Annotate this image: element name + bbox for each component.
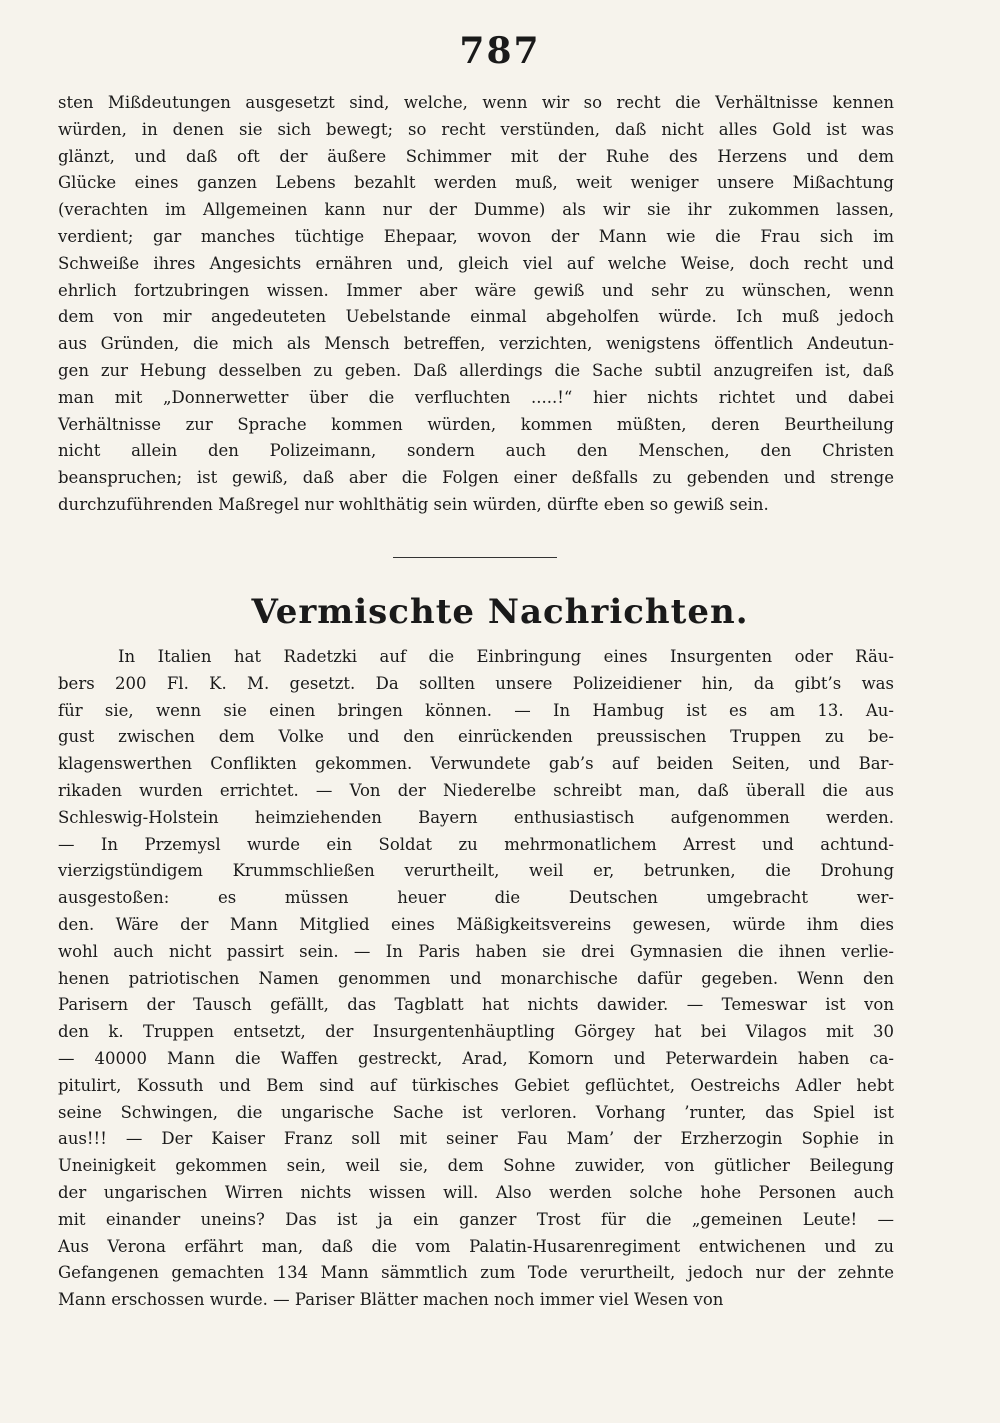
- text-line: vierzigstündigem Krummschließen verurtheilt, weil er, betrunken, die Drohung: [58, 861, 894, 881]
- text-line: gen zur Hebung desselben zu geben. Daß allerdings die Sache subtil anzugreifen ist, daß: [58, 360, 894, 380]
- text-line: aus!!! — Der Kaiser Franz soll mit seiner Fau Mam’ der Erzherzogin Sophie in: [58, 1129, 894, 1149]
- text-line: Parisern der Tausch gefällt, das Tagblatt hat nichts dawider. — Temeswar ist von: [58, 995, 894, 1015]
- section-divider: [393, 557, 557, 558]
- text-line: Gefangenen gemachten 134 Mann sämmtlich zum Tode verurtheilt, jedoch nur der zehnte: [58, 1263, 894, 1283]
- text-line: beanspruchen; ist gewiß, daß aber die Folgen einer deßfalls zu gebenden und strenge: [58, 468, 894, 488]
- text-line: rikaden wurden errichtet. — Von der Niederelbe schreibt man, daß überall die aus: [58, 780, 894, 800]
- section-heading: Vermischte Nachrichten.: [251, 592, 749, 632]
- text-line: sten Mißdeutungen ausgesetzt sind, welche, wenn wir so recht die Verhältnisse kennen: [58, 93, 894, 112]
- text-line: In Italien hat Radetzki auf die Einbringung eines Insurgenten oder Räu-: [118, 647, 894, 666]
- text-line: bers 200 Fl. K. M. gesetzt. Da sollten unsere Polizeidiener hin, da gibt’s was: [58, 673, 894, 693]
- text-line: mit einander uneins? Das ist ja ein ganzer Trost für die „gemeinen Leute! —: [58, 1209, 894, 1229]
- text-line: wohl auch nicht passirt sein. — In Paris haben sie drei Gymnasien die ihnen verlie-: [58, 941, 894, 961]
- text-line: Uneinigkeit gekommen sein, weil sie, dem Sohne zuwider, von gütlicher Beilegung: [58, 1156, 894, 1176]
- article-continuation: [58, 90, 894, 519]
- text-line: der ungarischen Wirren nichts wissen will. Also werden solche hohe Personen auch: [58, 1182, 894, 1202]
- page-number: 787: [459, 30, 541, 72]
- text-line: Mann erschossen wurde. — Pariser Blätter machen noch immer viel Wesen von: [58, 1290, 724, 1310]
- text-line: glänzt, und daß oft der äußere Schimmer mit der Ruhe des Herzens und dem: [58, 146, 894, 166]
- news-section: [58, 644, 894, 1314]
- text-line: — In Przemysl wurde ein Soldat zu mehrmonatlichem Arrest und achtund-: [58, 834, 894, 854]
- text-line: für sie, wenn sie einen bringen können. — In Hambug ist es am 13. Au-: [58, 700, 894, 720]
- text-line: gust zwischen dem Volke und den einrückenden preussischen Truppen zu be-: [58, 727, 894, 747]
- text-line: aus Gründen, die mich als Mensch betreffen, verzichten, wenigstens öffentlich Andeutun-: [58, 334, 894, 354]
- text-line: nicht allein den Polizeimann, sondern auch den Menschen, den Christen: [58, 441, 894, 461]
- text-line: durchzuführenden Maßregel nur wohlthätig sein würden, dürfte eben so gewiß sein.: [58, 494, 769, 514]
- text-line: pitulirt, Kossuth und Bem sind auf türkisches Gebiet geflüchtet, Oestreichs Adler hebt: [58, 1075, 894, 1095]
- text-line: man mit „Donnerwetter über die verfluchten .....!“ hier nichts richtet und dabei: [58, 387, 894, 407]
- text-line: seine Schwingen, die ungarische Sache ist verloren. Vorhang ’runter, das Spiel ist: [58, 1102, 894, 1122]
- text-line: ehrlich fortzubringen wissen. Immer aber wäre gewiß und sehr zu wünschen, wenn: [58, 280, 894, 300]
- text-line: Aus Verona erfährt man, daß die vom Palatin-Husarenregiment entwichenen und zu: [58, 1236, 894, 1256]
- text-line: den k. Truppen entsetzt, der Insurgentenhäuptling Görgey hat bei Vilagos mit 30: [58, 1022, 894, 1042]
- text-line: Schweiße ihres Angesichts ernähren und, gleich viel auf welche Weise, doch recht und: [58, 253, 894, 273]
- text-line: dem von mir angedeuteten Uebelstande einmal abgeholfen würde. Ich muß jedoch: [58, 307, 894, 327]
- text-line: (verachten im Allgemeinen kann nur der Dumme) als wir sie ihr zukommen lassen,: [58, 200, 894, 220]
- text-line: den. Wäre der Mann Mitglied eines Mäßigkeitsvereins gewesen, würde ihm dies: [58, 914, 894, 934]
- text-line: ausgestoßen: es müssen heuer die Deutschen umgebracht wer-: [58, 888, 894, 908]
- text-line: verdient; gar manches tüchtige Ehepaar, wovon der Mann wie die Frau sich im: [58, 226, 894, 246]
- text-line: — 40000 Mann die Waffen gestreckt, Arad, Komorn und Peterwardein haben ca-: [58, 1048, 894, 1068]
- text-line: henen patriotischen Namen genommen und monarchische dafür gegeben. Wenn den: [58, 968, 894, 988]
- text-line: Verhältnisse zur Sprache kommen würden, kommen müßten, deren Beurtheilung: [58, 414, 894, 434]
- text-line: klagenswerthen Conflikten gekommen. Verwundete gab’s auf beiden Seiten, und Bar-: [58, 754, 894, 774]
- text-line: Glücke eines ganzen Lebens bezahlt werden muß, weit weniger unsere Mißachtung: [58, 173, 894, 193]
- text-line: Schleswig-Holstein heimziehenden Bayern enthusiastisch aufgenommen werden.: [58, 807, 894, 827]
- text-line: würden, in denen sie sich bewegt; so recht verstünden, daß nicht alles Gold ist was: [58, 119, 894, 139]
